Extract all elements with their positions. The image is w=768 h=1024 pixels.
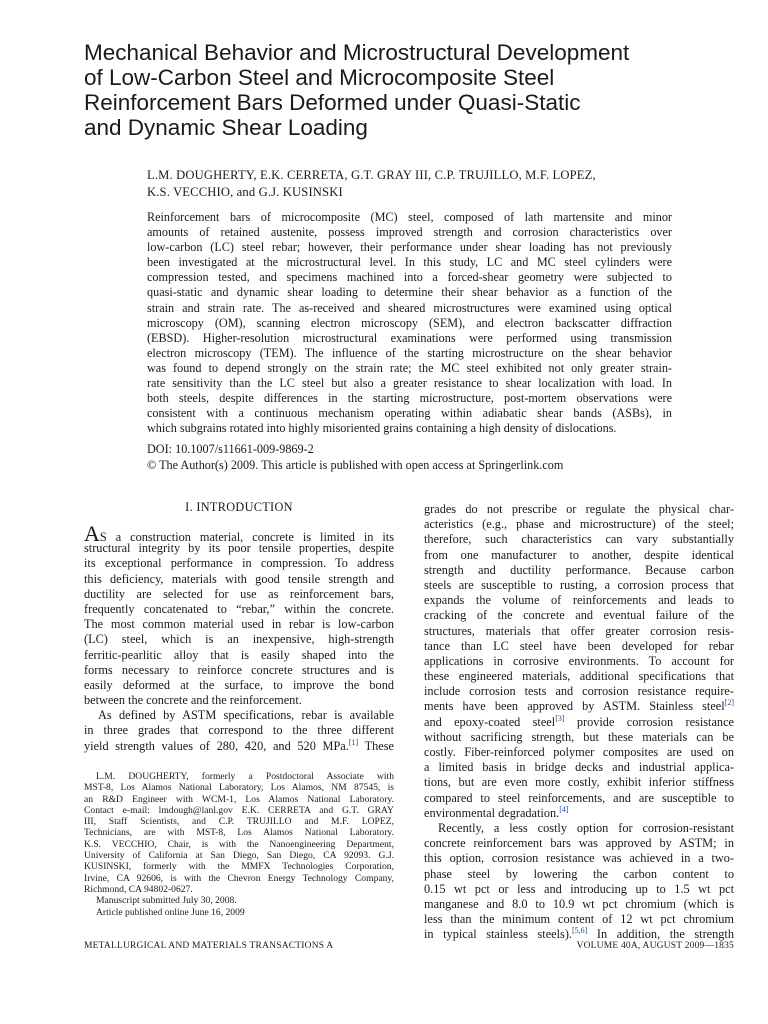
abstract-line: Reinforcement bars of microcomposite (MC) steel, composed of lath martensite and minor [147,210,672,224]
abstract [147,210,672,436]
body-line: less than the minimum content of 12 wt pct chromium [424,912,734,927]
body-line: structures, materials that offer greater corrosion resis- [424,623,734,638]
footnote-line: III, Staff Scientists, and C.P. TRUJILLO and M.F. LOPEZ, [84,816,394,828]
footnote-line: Contact e-mail: lmdough@lanl.gov E.K. CERRETA and G.T. GRAY [84,804,394,816]
body-line: tance than LC steel have been developed for rebar [424,638,734,653]
footnote-line: L.M. DOUGHERTY, formerly a Postdoctoral Associate with [96,771,394,782]
drop-cap: A [84,521,100,546]
doi-block [147,441,672,473]
footnote-line: Richmond, CA 94802-0627. [84,883,193,895]
abstract-line: amounts of retained austenite, possess improved strength and corrosion characteristics over [147,225,672,240]
abstract-line: strain and strain rate. The as-received and sheared microstructures were examined using optical [147,300,672,315]
body-line: frequently concatenated to “rebar,” within the concrete. [84,601,394,616]
body-line: without sacrificing strength, but these materials can be [424,729,734,744]
citation-link[interactable]: [3] [555,713,565,723]
right-column [424,502,734,942]
body-line [84,521,394,546]
body-text: provide corrosion resistance [564,714,734,729]
journal-footer: METALLURGICAL AND MATERIALS TRANSACTIONS A [84,941,334,951]
body-line: a limited basis in bridge decks and industrial applica- [424,760,734,775]
body-text: yield strength values of 280, 420, and 520 MPa. [84,738,349,753]
abstract-line: electron microscopy (TEM). The influence of the starting microstructure on the shear behavior [147,345,672,360]
body-text: These [358,738,394,753]
body-line: applications in corrosive environments. To account for [424,653,734,668]
body-text: In addition, the strength [587,927,734,942]
article-title [84,40,704,140]
body-line: its exceptional performance in compression. To address [84,556,394,571]
volume-page-footer: VOLUME 40A, AUGUST 2009—1835 [576,941,734,951]
footnote-line: University of California at San Diego, San Diego, CA 92093. G.J. [84,850,394,862]
body-text: environmental degradation. [424,805,560,820]
footnote-line: an R&D Engineer with WCM-1, Los Alamos National Laboratory. [84,793,394,805]
body-line: structural integrity by its poor tensile properties, despite [84,541,394,556]
author-line: L.M. DOUGHERTY, E.K. CERRETA, G.T. GRAY III, C.P. TRUJILLO, M.F. LOPEZ, [147,168,596,182]
copyright-notice: © The Author(s) 2009. This article is published with open access at Springerlink.com [147,458,564,472]
title-line: Mechanical Behavior and Microstructural Development [84,40,630,65]
abstract-line: been investigated at the microstructural level. In this study, LC and MC steel cylinders were [147,255,672,270]
abstract-line: consistent with a continuous mechanism operating within adiabatic shear bands (ASBs), in [147,406,672,421]
body-line [424,806,734,821]
manuscript-submitted: Manuscript submitted July 30, 2008. [96,895,237,907]
body-line: strength and ductility performance. Because carbon [424,562,734,577]
footnote-line: K.S. VECCHIO, Chair, is with the Nanoengineering Department, [84,838,394,850]
left-column [84,500,394,754]
body-line: grades do not prescribe or regulate the physical char- [424,502,734,516]
author-footnote [84,770,394,918]
citation-link[interactable]: [1] [348,737,359,747]
abstract-line: microscopy (OM), scanning electron microscopy (SEM), and electron backscatter diffraction [147,315,672,330]
title-line: and Dynamic Shear Loading [84,115,368,140]
body-line: steels are susceptible to rusting, a corrosion process that [424,577,734,592]
author-list [147,167,677,200]
body-line [424,715,734,730]
citation-link[interactable]: [2] [724,698,734,708]
body-text: ments have been approved by ASTM. Stainless steel [424,699,725,714]
citation-link[interactable]: [5,6] [572,926,588,936]
body-text: in typical stainless steels). [424,927,572,942]
body-text: S a construction material, concrete is limited in its [99,530,394,544]
author-line: K.S. VECCHIO, and G.J. KUSINSKI [147,184,343,199]
body-line: tions, but are even more costly, exhibit inferior stiffness [424,775,734,790]
body-line: The most common material used in rebar is low-carbon [84,617,394,632]
body-line: manganese and 8.0 to 10.9 wt pct chromium (which is [424,896,734,911]
abstract-line: compression tested, and specimens machined into a forced-shear geometry were subjected to [147,270,672,285]
body-line: include corrosion tests and corrosion resistance require- [424,684,734,699]
title-line: of Low-Carbon Steel and Microcomposite Steel [84,65,555,90]
footnote-line: KUSINSKI, formerly with the MMFX Technologies Corporation, [84,861,394,873]
abstract-line: low-carbon (LC) steel rebar; however, their performance under shear loading has not previously [147,240,672,255]
body-line [424,699,734,714]
body-line: cracking of the concrete and eventual failure of the [424,608,734,623]
abstract-line: which subgrains rotated into highly misoriented grains containing a high density of dislocations. [147,421,617,436]
doi-link[interactable]: DOI: 10.1007/s11661-009-9869-2 [147,442,314,456]
body-line: 0.15 wt pct or less and introducing up to 1.5 wt pct [424,881,734,896]
body-line: between the concrete and the reinforcement. [84,693,302,708]
footnote-line: MST-8, Los Alamos National Laboratory, Los Alamos, NM 87545, is [84,782,394,794]
body-line: this deficiency, materials with good tensile strength and [84,571,394,586]
body-line: in three grades that correspond to the three different [84,723,394,738]
body-line: ferritic-pearlitic alloy that is easily shaped into the [84,647,394,662]
body-text: and epoxy-coated steel [424,714,556,729]
body-line: acteristics (e.g., phase and microstructure) of the steel; [424,517,734,532]
body-line: Recently, a less costly option for corrosion-resistant [438,820,734,835]
article-published: Article published online June 16, 2009 [96,906,245,918]
citation-link[interactable]: [4] [559,804,569,814]
body-line: easily deformed at the surface, to improve the bond [84,677,394,692]
body-line: these engineered materials, additional specifications that [424,669,734,684]
body-line: forms necessary to reinforce concrete structures and is [84,662,394,677]
body-line: expands the volume of reinforcements and leads to [424,593,734,608]
body-line: concrete reinforcement bars was approved by ASTM; in [424,836,734,851]
section-heading: I. INTRODUCTION [185,500,293,514]
abstract-line: (EBSD). Higher-resolution microstructural examinations were performed using transmission [147,330,672,345]
body-line: from one manufacturer to another, despite identical [424,547,734,562]
body-line: (LC) steel, which is an inexpensive, high-strength [84,632,394,647]
footnote-line: Irvine, CA 92606, is with the Chevron Energy Technology Company, [84,872,394,884]
body-line: ductility are selected for use as reinforcement bars, [84,586,394,601]
body-line: this option, corrosion resistance was achieved in a two- [424,851,734,866]
body-line: costly. Fiber-reinforced polymer composites are used on [424,745,734,759]
title-line: Reinforcement Bars Deformed under Quasi-Static [84,90,581,115]
abstract-line: both steels, despite differences in the starting microstructure, post-mortem observations were [147,391,672,406]
body-line: compared to steel reinforcements, and are susceptible to [424,790,734,805]
body-line [84,739,394,754]
abstract-line: was found to depend strongly on the strain rate; the MC steel exhibited not only greater strain- [147,360,672,375]
abstract-line: quasi-static and dynamic shear loading to determine their shear behavior as a function of the [147,285,672,300]
body-line: As defined by ASTM specifications, rebar is available [98,708,394,723]
body-line: therefore, such characteristics can vary substantially [424,532,734,547]
body-line: phase steel by lowering the carbon content to [424,866,734,881]
footnote-line: Technicians, are with MST-8, Los Alamos National Laboratory. [84,827,394,839]
abstract-line: rate sensitivity than the LC steel but also a greater resistance to shear localization with load. In [147,376,672,391]
